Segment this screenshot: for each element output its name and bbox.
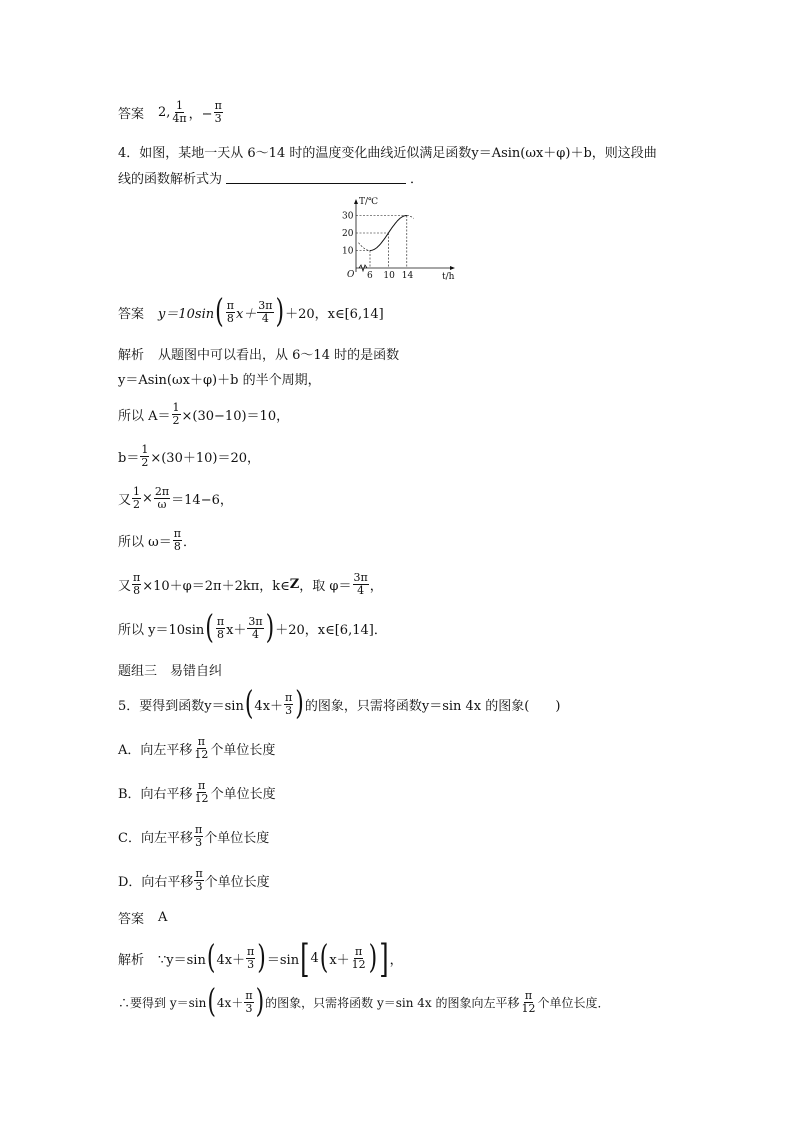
question-5 bbox=[118, 685, 561, 723]
option-text: 个单位长度 bbox=[204, 831, 270, 846]
fraction: $\frac{\pi}{8}$ bbox=[226, 299, 234, 325]
fraction: $\frac{1}{2}$ bbox=[172, 401, 180, 427]
solution-5-line-2 bbox=[118, 983, 610, 1021]
solution-text: 个单位长度． bbox=[537, 996, 610, 1010]
fraction: $\frac{3\pi}{4}$ bbox=[353, 571, 368, 597]
x-tick-label: 10 bbox=[383, 271, 395, 281]
solution-text: ×(30−10)＝10， bbox=[181, 409, 290, 424]
solution-label: 解析 bbox=[118, 953, 145, 968]
option-text: A．向左平移 bbox=[118, 743, 193, 758]
y-axis-arrow bbox=[354, 199, 358, 204]
solution-4-line-4 bbox=[118, 444, 260, 469]
option-a bbox=[118, 736, 275, 761]
right-bracket: ] bbox=[379, 936, 389, 981]
right-paren: ) bbox=[368, 939, 378, 977]
fraction: $\frac{\pi}{3}$ bbox=[214, 99, 222, 125]
answer-value: A bbox=[158, 910, 168, 925]
x-tick-label: 6 bbox=[367, 271, 373, 281]
answer-blank bbox=[226, 171, 406, 184]
solution-text: x＋ bbox=[226, 623, 247, 638]
curve-extension-right bbox=[407, 216, 414, 219]
answer-4 bbox=[118, 293, 384, 331]
y-tick-label: 30 bbox=[342, 211, 354, 222]
solution-4-line-6 bbox=[118, 528, 196, 553]
solution-text: 所以 A＝ bbox=[118, 409, 171, 424]
option-text: B．向右平移 bbox=[118, 787, 193, 802]
solution-4-line-3 bbox=[118, 402, 289, 427]
left-paren: ( bbox=[206, 939, 216, 977]
left-paren: ( bbox=[244, 685, 254, 723]
solution-text: 4x＋ bbox=[216, 996, 244, 1010]
solution-text: 所以 y＝10sin bbox=[118, 623, 205, 638]
fraction: $\frac{3\pi}{4}$ bbox=[248, 615, 263, 641]
solution-4-line-1 bbox=[118, 344, 399, 363]
left-paren: ( bbox=[319, 939, 329, 977]
section-header: 题组三 易错自纠 bbox=[118, 664, 223, 679]
right-paren: ) bbox=[257, 939, 266, 977]
fraction: $\frac{\pi}{3}$ bbox=[194, 823, 203, 849]
solution-text: ∵y＝sin bbox=[158, 953, 206, 968]
solution-5-line-1 bbox=[118, 936, 403, 981]
question-text: 5．要得到函数y＝sin bbox=[118, 699, 244, 714]
right-paren: ) bbox=[275, 293, 285, 331]
fraction: $\frac{\pi}{12}$ bbox=[194, 779, 209, 805]
solution-text: ＝sin bbox=[266, 953, 300, 968]
fraction: $\frac{\pi}{12}$ bbox=[351, 945, 366, 971]
solution-text: ×(30＋10)＝20， bbox=[150, 451, 260, 466]
formula-text: y＝10sin bbox=[158, 307, 215, 322]
solution-4-line-7 bbox=[118, 572, 383, 597]
formula-text: ＋20，x∈[6,14] bbox=[285, 307, 384, 322]
solution-text: ×10＋φ＝2π＋2kπ，k∈ bbox=[142, 579, 290, 594]
solution-label: 解析 bbox=[118, 348, 145, 363]
option-b bbox=[118, 780, 276, 805]
temperature-chart bbox=[330, 196, 462, 286]
right-paren: ) bbox=[255, 983, 265, 1021]
fraction: $\frac{3\pi}{4}$ bbox=[258, 299, 273, 325]
fraction: $\frac{\pi}{8}$ bbox=[133, 571, 141, 597]
y-tick-label: 20 bbox=[342, 229, 354, 239]
question-text: 线的函数解析式为 bbox=[118, 172, 223, 187]
fraction: $\frac{\pi}{3}$ bbox=[195, 867, 203, 893]
option-d bbox=[118, 868, 270, 893]
solution-text: × bbox=[142, 491, 153, 506]
option-text: D．向右平移 bbox=[118, 875, 194, 890]
fraction: $\frac{\pi}{8}$ bbox=[173, 527, 181, 553]
solution-text: 又 bbox=[118, 579, 132, 594]
y-axis-label: T/℃ bbox=[359, 197, 379, 207]
y-tick-label: 10 bbox=[342, 246, 354, 257]
x-axis-arrow bbox=[450, 266, 455, 270]
fraction: $\frac{\pi}{3}$ bbox=[247, 945, 255, 971]
left-paren: ( bbox=[205, 609, 214, 647]
solution-4-line-5 bbox=[118, 486, 233, 511]
solution-text: b＝ bbox=[118, 451, 140, 466]
separator: ，− bbox=[188, 107, 213, 122]
answer-label: 答案 bbox=[118, 912, 145, 927]
fraction: $\frac{\pi}{12}$ bbox=[194, 735, 209, 761]
fraction: $\frac{\pi}{3}$ bbox=[245, 989, 253, 1015]
fraction: $\frac{\pi}{3}$ bbox=[285, 691, 293, 717]
fraction: $\frac{1}{2}$ bbox=[133, 485, 141, 511]
solution-text: ＋20，x∈[6,14]． bbox=[275, 623, 387, 638]
left-paren: ( bbox=[207, 983, 216, 1021]
solution-text: ∴要得到 y＝sin bbox=[118, 996, 207, 1010]
fraction: $\frac{\pi}{12}$ bbox=[521, 989, 536, 1015]
solution-text: 4 bbox=[310, 951, 319, 966]
origin-label: O bbox=[347, 270, 355, 280]
solution-text: ， bbox=[369, 579, 383, 594]
right-paren: ) bbox=[295, 685, 304, 723]
answer-label: 答案 bbox=[118, 307, 145, 322]
option-text: 个单位长度 bbox=[204, 875, 270, 890]
left-paren: ( bbox=[215, 293, 224, 331]
answer-3 bbox=[118, 100, 224, 125]
option-text: 个单位长度 bbox=[210, 787, 276, 802]
solution-4-line-2: y＝Asin(ωx＋φ)＋b 的半个周期， bbox=[118, 373, 321, 388]
right-paren: ) bbox=[265, 609, 275, 647]
question-4-line-2 bbox=[118, 168, 423, 187]
question-4-line-1: 4．如图，某地一天从 6～14 时的温度变化曲线近似满足函数y＝Asin(ωx＋φ)＋b，则这段曲 bbox=[118, 146, 657, 161]
question-text: 的图象，只需将函数y＝sin 4x 的图象( ) bbox=[304, 699, 561, 714]
solution-text: ＝14−6， bbox=[171, 493, 233, 508]
fraction: $\frac{2\pi}{\omega}$ bbox=[154, 485, 170, 511]
solution-text: 所以 ω＝ bbox=[118, 535, 172, 550]
x-tick-label: 14 bbox=[401, 271, 414, 281]
left-bracket: [ bbox=[300, 936, 310, 981]
fraction: $\frac{1}{2}$ bbox=[141, 443, 149, 469]
fraction: $\frac{\pi}{8}$ bbox=[216, 615, 225, 641]
solution-text: 从题图中可以看出，从 6～14 时的是函数 bbox=[158, 348, 400, 363]
x-axis-label: t/h bbox=[442, 272, 455, 282]
formula-text: x＋ bbox=[235, 307, 257, 322]
solution-text: 又 bbox=[118, 493, 132, 508]
curve-extension-left bbox=[359, 243, 371, 251]
solution-text: ， bbox=[389, 953, 403, 968]
answer-text: 2, bbox=[158, 105, 171, 120]
option-c bbox=[118, 824, 269, 849]
question-text: 4x＋ bbox=[254, 699, 284, 714]
solution-text: 4x＋ bbox=[216, 953, 246, 968]
answer-5 bbox=[118, 908, 167, 927]
solution-text: x＋ bbox=[329, 953, 350, 968]
answer-label: 答案 bbox=[118, 107, 145, 122]
option-text: C．向左平移 bbox=[118, 831, 193, 846]
integer-set-symbol: Z bbox=[289, 577, 300, 592]
solution-text: ，取 φ＝ bbox=[299, 579, 352, 594]
solution-text: ． bbox=[182, 535, 196, 550]
fraction: $\frac{1}{4\pi}$ bbox=[172, 99, 187, 125]
option-text: 个单位长度 bbox=[210, 743, 276, 758]
solution-4-line-8 bbox=[118, 609, 387, 647]
question-text: ． bbox=[410, 172, 424, 187]
solution-text: 的图象，只需将函数 y＝sin 4x 的图象向左平移 bbox=[265, 996, 520, 1010]
